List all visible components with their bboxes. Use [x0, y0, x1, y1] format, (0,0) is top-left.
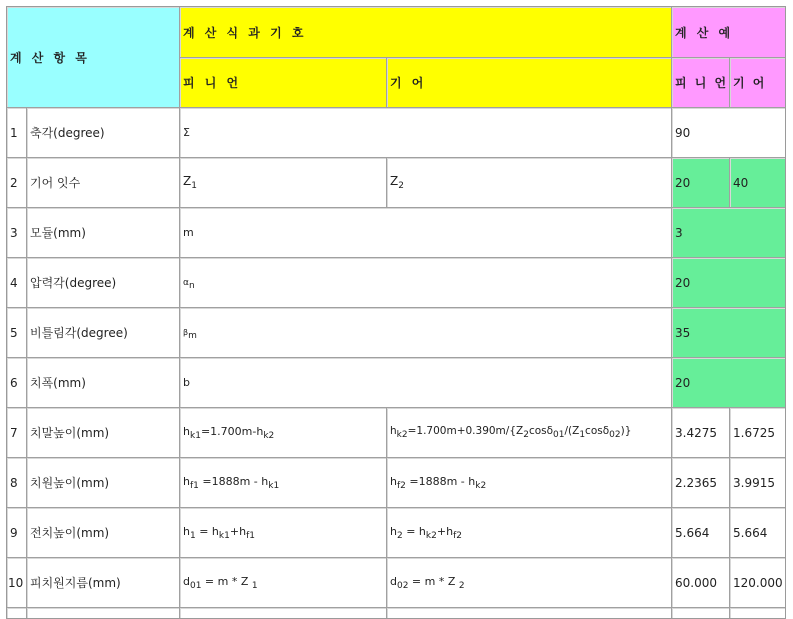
row-number: 5	[10, 325, 18, 340]
value-text: 1.6725	[733, 425, 775, 440]
value-text: 2.2365	[675, 475, 717, 490]
item-cell[interactable]	[27, 558, 180, 608]
formula-part: =1.700m-h	[200, 424, 264, 438]
row-number-cell[interactable]	[7, 508, 27, 558]
pinion-formula-cell[interactable]	[180, 158, 387, 208]
gear-formula-cell[interactable]	[387, 458, 672, 508]
formula-part: h	[390, 425, 397, 437]
header-gear-cell[interactable]	[387, 58, 672, 108]
formula-subscript: 02	[609, 430, 621, 440]
value-text: 5.664	[675, 525, 710, 540]
gear-formula-cell[interactable]	[387, 158, 672, 208]
header-row-1	[7, 7, 785, 58]
value-text: 60.000	[675, 575, 717, 590]
value-gear-cell[interactable]	[730, 558, 785, 608]
formula-subscript: 2	[523, 430, 529, 440]
formula-part: h	[183, 524, 190, 538]
formula-subscript: f1	[189, 480, 199, 491]
row-number-cell[interactable]	[7, 258, 27, 308]
value-text: 3.4275	[675, 425, 717, 440]
row-number: 3	[10, 225, 18, 240]
item-label: 축각(degree)	[30, 126, 105, 140]
header-pinion-label: 피 니 언	[183, 76, 242, 90]
formula-part: cosδ	[585, 425, 610, 437]
value-cell[interactable]	[672, 308, 785, 358]
value-text: 20	[675, 275, 691, 290]
item-cell[interactable]	[27, 108, 180, 158]
value-pinion-cell[interactable]	[672, 508, 730, 558]
item-cell[interactable]	[27, 308, 180, 358]
header-ex-gear-label: 기 어	[733, 76, 767, 90]
formula-part: cosδ	[528, 425, 554, 437]
header-ex-pinion-label: 피 니 언	[675, 76, 729, 90]
formula-subscript: k1	[268, 480, 280, 491]
formula-cell[interactable]	[180, 358, 672, 408]
value-text: 90	[675, 125, 691, 140]
row-number: 10	[8, 575, 24, 590]
formula-part: d	[183, 574, 190, 588]
item-label: 모듈(mm)	[30, 226, 86, 240]
formula-subscript: 01	[189, 580, 202, 591]
formula-symbol: m	[183, 226, 194, 239]
item-label: 치말높이(mm)	[30, 426, 110, 440]
item-label: 비틀림각(degree)	[30, 326, 128, 340]
value-cell[interactable]	[672, 358, 785, 408]
value-text: 5.664	[733, 525, 768, 540]
header-item-label: 계 산 항 목	[10, 50, 90, 65]
item-label: 기어 잇수	[30, 176, 81, 190]
item-label: 피치원지름(mm)	[30, 576, 121, 590]
formula-part: = h	[195, 524, 219, 538]
header-example-cell[interactable]	[672, 7, 785, 58]
value-pinion-cell[interactable]	[672, 558, 730, 608]
value-text: 20	[675, 375, 691, 390]
gear-formula-cell[interactable]	[387, 408, 672, 458]
header-ex-gear-cell[interactable]	[730, 58, 785, 108]
header-pinion-cell[interactable]	[180, 58, 387, 108]
row-number: 4	[10, 275, 18, 290]
row-number-cell[interactable]	[7, 458, 27, 508]
formula-subscript: f2	[396, 480, 406, 491]
row-number-cell[interactable]	[7, 358, 27, 408]
value-gear-cell[interactable]	[730, 408, 785, 458]
value-pinion-cell[interactable]	[672, 158, 730, 208]
formula-part: = m * Z	[408, 574, 459, 588]
value-cell[interactable]	[672, 258, 785, 308]
header-example-label: 계 산 예	[675, 25, 734, 40]
header-gear-label: 기 어	[390, 76, 427, 90]
value-gear-cell[interactable]	[730, 458, 785, 508]
spreadsheet	[6, 6, 786, 619]
item-cell[interactable]	[27, 358, 180, 408]
table-row	[7, 158, 785, 208]
formula-base: β	[183, 327, 189, 337]
row-number: 2	[10, 175, 18, 190]
item-label: 치폭(mm)	[30, 376, 86, 390]
formula-subscript: k1	[189, 430, 201, 441]
value-text: 3.9915	[733, 475, 775, 490]
table-row	[7, 458, 785, 508]
formula-part: h	[390, 524, 397, 538]
table-row	[7, 358, 785, 408]
header-ex-pinion-cell[interactable]	[672, 58, 730, 108]
value-cell[interactable]	[672, 208, 785, 258]
formula-cell[interactable]	[180, 258, 672, 308]
item-label: 압력각(degree)	[30, 276, 117, 290]
formula-subscript: m	[188, 330, 197, 341]
gear-formula-cell[interactable]	[387, 558, 672, 608]
row-number-cell[interactable]	[7, 558, 27, 608]
row-number: 7	[10, 425, 18, 440]
formula-subscript: 02	[396, 580, 409, 591]
formula-subscript: 2	[398, 181, 404, 191]
formula-part: h	[183, 474, 190, 488]
formula-subscript: f2	[453, 530, 462, 541]
formula-cell[interactable]	[180, 208, 672, 258]
formula-base: Z	[183, 174, 192, 188]
item-label: 전치높이(mm)	[30, 526, 110, 540]
formula-part: )}	[620, 425, 632, 437]
header-formula-cell[interactable]	[180, 7, 672, 58]
row-number-cell[interactable]	[7, 108, 27, 158]
formula-part: +h	[436, 524, 454, 538]
table-row	[7, 308, 785, 358]
row-number-cell[interactable]	[7, 158, 27, 208]
formula-subscript: k2	[396, 430, 408, 440]
formula-subscript: k2	[425, 530, 437, 541]
item-cell[interactable]	[27, 158, 180, 208]
value-text: 20	[675, 175, 691, 190]
table-row	[7, 258, 785, 308]
value-gear-cell[interactable]	[730, 158, 785, 208]
formula-part: = m * Z	[201, 574, 252, 588]
formula-part: =1.700m+0.390m/{Z	[407, 425, 524, 437]
pinion-formula-cell[interactable]	[180, 508, 387, 558]
pinion-formula-cell[interactable]	[180, 408, 387, 458]
formula-subscript: 2	[396, 530, 403, 541]
formula-subscript: n	[188, 280, 195, 291]
row-number-cell[interactable]	[7, 308, 27, 358]
gear-calculation-table	[6, 6, 786, 619]
row-number-cell[interactable]	[7, 408, 27, 458]
formula-subscript: 2	[458, 580, 465, 591]
gear-formula-cell[interactable]	[387, 508, 672, 558]
formula-part: h	[183, 424, 190, 438]
formula-subscript: f1	[246, 530, 255, 541]
pinion-formula-cell[interactable]	[180, 558, 387, 608]
formula-base: Z	[390, 174, 399, 188]
formula-subscript: 1	[251, 580, 258, 591]
formula-subscript: 01	[553, 430, 565, 440]
formula-part: h	[390, 474, 397, 488]
formula-part: =1888m - h	[198, 474, 269, 488]
formula-symbol: b	[183, 376, 190, 389]
formula-subscript: 1	[191, 181, 197, 191]
formula-part: /(Z	[564, 425, 580, 437]
row-number: 8	[10, 475, 18, 490]
table-row	[7, 208, 785, 258]
value-gear-cell[interactable]	[730, 508, 785, 558]
formula-base: α	[183, 277, 189, 288]
formula-cell[interactable]	[180, 308, 672, 358]
item-cell[interactable]	[27, 258, 180, 308]
header-item-cell[interactable]	[7, 7, 180, 108]
item-cell[interactable]	[27, 458, 180, 508]
table-row	[7, 108, 785, 158]
formula-symbol: Σ	[183, 126, 190, 139]
value-cell[interactable]	[672, 108, 785, 158]
formula-subscript: k2	[475, 480, 487, 491]
item-cell[interactable]	[27, 208, 180, 258]
value-text: 120.000	[733, 575, 783, 590]
formula-part: +h	[229, 524, 247, 538]
item-label: 치원높이(mm)	[30, 476, 110, 490]
table-row	[7, 408, 785, 458]
value-pinion-cell[interactable]	[672, 458, 730, 508]
table-row	[7, 508, 785, 558]
value-text: 3	[675, 225, 683, 240]
value-pinion-cell[interactable]	[672, 408, 730, 458]
header-formula-label: 계 산 식 과 기 호	[183, 25, 307, 40]
value-text: 35	[675, 325, 691, 340]
formula-subscript: 1	[579, 430, 586, 440]
item-cell[interactable]	[27, 408, 180, 458]
row-number: 9	[10, 525, 18, 540]
formula-subscript: 1	[189, 530, 196, 541]
formula-part: d	[390, 574, 397, 588]
formula-part: =1888m - h	[405, 474, 476, 488]
pinion-formula-cell[interactable]	[180, 458, 387, 508]
formula-subscript: k1	[218, 530, 230, 541]
row-number-cell[interactable]	[7, 208, 27, 258]
table-row	[7, 558, 785, 608]
formula-cell[interactable]	[180, 108, 672, 158]
formula-part: = h	[402, 524, 426, 538]
item-cell[interactable]	[27, 508, 180, 558]
value-text: 40	[733, 175, 749, 190]
formula-subscript: k2	[263, 430, 275, 441]
row-number: 6	[10, 375, 18, 390]
row-number: 1	[10, 125, 18, 140]
